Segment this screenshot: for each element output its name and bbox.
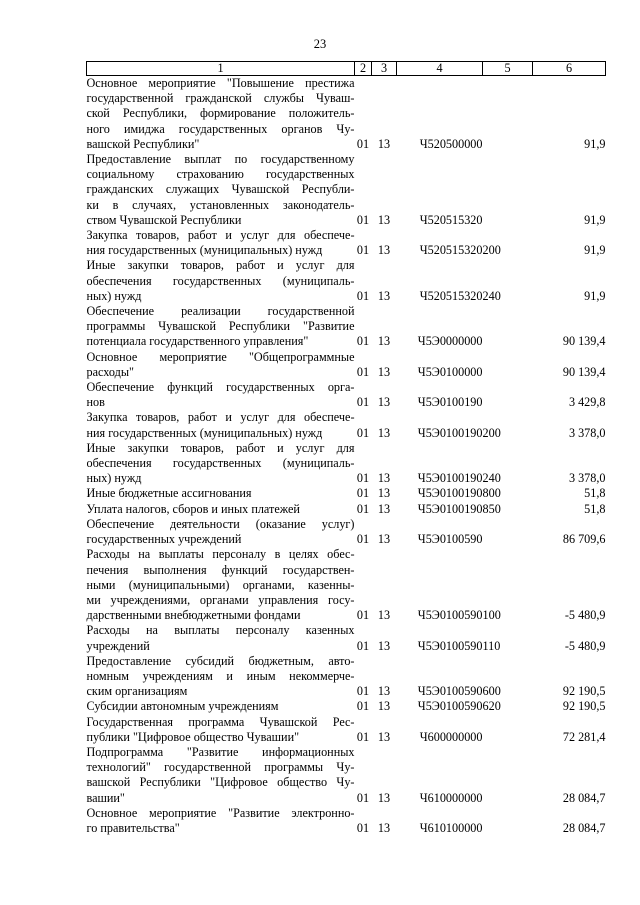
row-description [87, 441, 355, 487]
header-col-2: 2 [355, 62, 372, 76]
row-description [87, 547, 355, 623]
section-code: 01 [356, 638, 370, 653]
description-line: ных) нужд [86, 288, 142, 303]
amount: 72 281,4 [562, 729, 606, 744]
description-line: Основное мероприятие "Повышение престижа [86, 76, 355, 90]
amount: -5 480,9 [564, 638, 606, 653]
description-line: Уплата налогов, сборов и иных платежей [86, 501, 300, 516]
target-article-code: Ч5Э0100590 [417, 532, 483, 547]
section-code: 01 [356, 136, 370, 151]
description-line: номным учреждениям и иным некоммерче- [86, 668, 355, 683]
subsection-code: 13 [377, 501, 391, 516]
description-line: потенциала государственного управления" [86, 334, 309, 349]
section-code: 01 [356, 532, 370, 547]
description-line: ской Республики, формирование положитель- [86, 106, 355, 121]
subsection-code: 13 [377, 532, 391, 547]
expense-type-code: 200 [482, 243, 501, 258]
description-line: публики "Цифровое общество Чувашии" [86, 729, 300, 744]
expense-type-code: 110 [482, 638, 501, 653]
table-row [87, 745, 606, 806]
expense-type-code: 850 [482, 501, 501, 516]
description-line: Обеспечение деятельности (оказание услуг) [86, 516, 355, 531]
subsection-code: 13 [377, 334, 391, 349]
subsection-code: 13 [377, 212, 391, 227]
description-line: ским организациям [86, 684, 188, 699]
description-line: Предоставление субсидий бюджетным, авто- [86, 653, 355, 668]
row-description [87, 76, 355, 153]
subsection-code: 13 [377, 364, 391, 379]
section-code: 01 [356, 501, 370, 516]
description-line: Закупка товаров, работ и услуг для обеспече- [86, 228, 355, 243]
description-line: Обеспечение реализации государственной [86, 304, 355, 319]
description-line: обеспечения государственных (муниципаль- [86, 456, 355, 471]
description-line: ки в случаях, установленных законодатель- [86, 197, 355, 212]
row-description [87, 745, 355, 806]
description-line: вашской Республики "Цифровое общество Чу- [86, 775, 355, 790]
row-description [87, 304, 355, 350]
row-description [87, 410, 355, 440]
amount: 3 378,0 [568, 471, 606, 486]
amount: 91,9 [584, 136, 606, 151]
table-row [87, 350, 606, 380]
section-code: 01 [356, 212, 370, 227]
description-line: гражданских служащих Чувашской Республи- [86, 182, 355, 197]
subsection-code: 13 [377, 820, 391, 835]
description-line: печения выполнения функций государствен- [86, 562, 355, 577]
expense-type-code [483, 517, 533, 547]
description-line: Расходы на выплаты персоналу казенных [86, 623, 355, 638]
expense-type-code [483, 806, 533, 836]
table-row [87, 76, 606, 153]
table-row [87, 410, 606, 440]
description-line: обеспечения государственных (муниципаль- [86, 273, 355, 288]
description-line: Основное мероприятие "Развитие электронно- [86, 805, 355, 820]
description-line: технологий" государственной программы Чу- [86, 760, 355, 775]
subsection-code: 13 [377, 486, 391, 501]
budget-table [86, 61, 606, 836]
amount: 3 378,0 [568, 425, 606, 440]
target-article-code: Ч520515320 [419, 288, 483, 303]
section-code: 01 [356, 820, 370, 835]
header-col-1: 1 [87, 62, 355, 76]
table-row [87, 806, 606, 836]
amount: 51,8 [584, 501, 606, 516]
description-line: Закупка товаров, работ и услуг для обеспече- [86, 410, 355, 425]
row-description [87, 654, 355, 700]
expense-type-code: 200 [482, 425, 501, 440]
description-line: Субсидии автономным учреждениям [86, 699, 279, 714]
amount: 28 084,7 [562, 790, 606, 805]
row-description [87, 623, 355, 653]
subsection-code: 13 [377, 471, 391, 486]
target-article-code: Ч5Э0100190 [417, 471, 483, 486]
header-col-5: 5 [483, 62, 533, 76]
description-line: ного имиджа государственных органов Чу- [86, 121, 355, 136]
subsection-code: 13 [377, 729, 391, 744]
table-row [87, 486, 606, 501]
target-article-code: Ч600000000 [419, 729, 483, 744]
description-line: государственной гражданской службы Чуваш- [86, 91, 355, 106]
subsection-code: 13 [377, 395, 391, 410]
description-line: Иные бюджетные ассигнования [86, 486, 252, 501]
amount: 90 139,4 [562, 334, 606, 349]
header-col-6: 6 [533, 62, 606, 76]
target-article-code: Ч610100000 [419, 820, 483, 835]
expense-type-code [483, 715, 533, 745]
expense-type-code [483, 350, 533, 380]
expense-type-code: 620 [482, 699, 501, 714]
description-line: Иные закупки товаров, работ и услуг для [86, 440, 355, 455]
expense-type-code [483, 76, 533, 153]
subsection-code: 13 [377, 638, 391, 653]
description-line: Предоставление выплат по государственному [86, 152, 355, 167]
description-line: программы Чувашской Республики "Развитие [86, 319, 355, 334]
description-line: Расходы на выплаты персоналу в целях обес- [86, 547, 355, 562]
description-line: ния государственных (муниципальных) нужд [86, 243, 323, 258]
table-row [87, 380, 606, 410]
subsection-code: 13 [377, 136, 391, 151]
expense-type-code: 800 [482, 486, 501, 501]
section-code: 01 [356, 364, 370, 379]
section-code: 01 [356, 684, 370, 699]
description-line: ными (муниципальными) органами, казенны- [86, 577, 355, 592]
expense-type-code: 240 [482, 288, 501, 303]
amount: 28 084,7 [562, 820, 606, 835]
target-article-code: Ч520515320 [419, 243, 483, 258]
row-description [87, 486, 355, 501]
subsection-code: 13 [377, 425, 391, 440]
table-row [87, 547, 606, 623]
table-header-row [87, 62, 606, 76]
section-code: 01 [356, 425, 370, 440]
section-code: 01 [356, 334, 370, 349]
target-article-code: Ч5Э0100190 [417, 395, 483, 410]
table-row [87, 152, 606, 228]
row-description [87, 502, 355, 517]
description-line: социальному страхованию государственных [86, 167, 355, 182]
table-row [87, 654, 606, 700]
description-line: го правительства" [86, 820, 180, 835]
target-article-code: Ч5Э0100590 [417, 638, 483, 653]
section-code: 01 [356, 395, 370, 410]
target-article-code: Ч520500000 [419, 136, 483, 151]
row-description [87, 258, 355, 304]
description-line: расходы" [86, 364, 134, 379]
description-line: нов [86, 395, 105, 410]
page-number: 23 [313, 37, 327, 51]
table-row [87, 699, 606, 714]
table-row [87, 517, 606, 547]
description-line: Иные закупки товаров, работ и услуг для [86, 258, 355, 273]
section-code: 01 [356, 288, 370, 303]
description-line: вашской Республики" [86, 136, 200, 151]
table-row [87, 715, 606, 745]
subsection-code: 13 [377, 243, 391, 258]
description-line: учреждений [86, 638, 150, 653]
subsection-code: 13 [377, 288, 391, 303]
table-row [87, 441, 606, 487]
row-description [87, 699, 355, 714]
target-article-code: Ч610000000 [419, 790, 483, 805]
header-col-4: 4 [397, 62, 483, 76]
target-article-code: Ч5Э0100190 [417, 501, 483, 516]
row-description [87, 517, 355, 547]
table-row [87, 228, 606, 258]
expense-type-code: 100 [482, 608, 501, 623]
row-description [87, 806, 355, 836]
expense-type-code [483, 152, 533, 228]
expense-type-code [483, 304, 533, 350]
section-code: 01 [356, 608, 370, 623]
subsection-code: 13 [377, 699, 391, 714]
row-description [87, 228, 355, 258]
row-description [87, 715, 355, 745]
description-line: дарственными внебюджетными фондами [86, 608, 301, 623]
description-line: ми учреждениями, органами управления госу- [86, 592, 355, 607]
description-line: государственных учреждений [86, 532, 242, 547]
description-line: ством Чувашской Республики [86, 212, 242, 227]
expense-type-code: 240 [482, 471, 501, 486]
amount: -5 480,9 [564, 608, 606, 623]
row-description [87, 152, 355, 228]
target-article-code: Ч520515320 [419, 212, 483, 227]
amount: 92 190,5 [562, 684, 606, 699]
section-code: 01 [356, 471, 370, 486]
subsection-code: 13 [377, 608, 391, 623]
amount: 3 429,8 [568, 395, 606, 410]
section-code: 01 [356, 699, 370, 714]
description-line: Государственная программа Чувашской Рес- [86, 714, 355, 729]
description-line: Подпрограмма "Развитие информационных [86, 744, 355, 759]
description-line: Основное мероприятие "Общепрограммные [86, 349, 355, 364]
section-code: 01 [356, 243, 370, 258]
amount: 51,8 [584, 486, 606, 501]
section-code: 01 [356, 729, 370, 744]
expense-type-code [483, 380, 533, 410]
table-row [87, 304, 606, 350]
amount: 91,9 [584, 288, 606, 303]
table-row [87, 623, 606, 653]
section-code: 01 [356, 790, 370, 805]
section-code: 01 [356, 486, 370, 501]
target-article-code: Ч5Э0100000 [417, 364, 483, 379]
amount: 91,9 [584, 212, 606, 227]
header-col-3: 3 [372, 62, 397, 76]
table-body [87, 76, 606, 837]
subsection-code: 13 [377, 790, 391, 805]
target-article-code: Ч5Э0000000 [417, 334, 483, 349]
description-line: ных) нужд [86, 471, 142, 486]
expense-type-code: 600 [482, 684, 501, 699]
target-article-code: Ч5Э0100590 [417, 699, 483, 714]
description-line: Обеспечение функций государственных орга- [86, 380, 355, 395]
subsection-code: 13 [377, 684, 391, 699]
expense-type-code [483, 745, 533, 806]
target-article-code: Ч5Э0100190 [417, 425, 483, 440]
target-article-code: Ч5Э0100590 [417, 608, 483, 623]
amount: 91,9 [584, 243, 606, 258]
description-line: ния государственных (муниципальных) нужд [86, 425, 323, 440]
amount: 86 709,6 [562, 532, 606, 547]
amount: 90 139,4 [562, 364, 606, 379]
target-article-code: Ч5Э0100590 [417, 684, 483, 699]
description-line: вашии" [86, 790, 125, 805]
row-description [87, 380, 355, 410]
row-description [87, 350, 355, 380]
table-row [87, 502, 606, 517]
table-row [87, 258, 606, 304]
target-article-code: Ч5Э0100190 [417, 486, 483, 501]
amount: 92 190,5 [562, 699, 606, 714]
